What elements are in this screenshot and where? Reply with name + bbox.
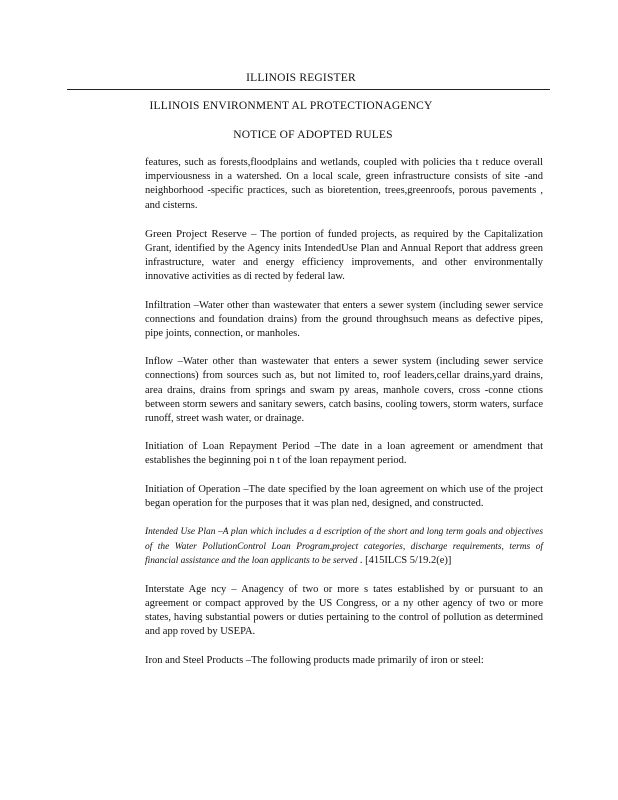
paragraph-iron-steel-products: Iron and Steel Products –The following products made primarily of iron or steel: <box>145 654 484 666</box>
paragraph-infiltration: Infiltration –Water other than wastewater that enters a sewer system (including sewer service connections and foundation drains) from the ground throughsuch means as defective pipes, pipe joints, connection, or manholes. <box>145 299 543 340</box>
header-rule <box>67 89 550 90</box>
defined-term: Green Project Reserve – <box>145 227 257 240</box>
definition-text: The portion of funded projects, as required by the Capitalization Grant, identified by the Agency inits IntendedUse Plan and Annual Report that address green infrastructure, water and energy efficiency improvements, and other environmentally innovative activities as di rected by federal law. <box>145 228 543 283</box>
citation: . [415ILCS 5/19.2(e)] <box>359 555 452 567</box>
italic-definition: Intended Use Plan –A plan which includes a d escription of the short and long term goals and objectives of the Water PollutionControl Loan Program,project categories, discharge requirements, terms of financial assistance and the loan applicants to be served <box>145 527 543 567</box>
paragraph-inflow: Inflow –Water other than wastewater that enters a sewer system (including sewer service connections) from sources such as, but not limited to, roof leaders,cellar drains,yard drains, area drains, drains from springs and swam py areas, manhole covers, cross -conne ctions between storm sewers and sanitary sewers, catch basins, cooling towers, storm waters, surface runoff, street wash water, or drainage. <box>145 356 543 425</box>
paragraph-green-infrastructure-cont: features, such as forests,floodplains and wetlands, coupled with policies tha t reduce overall imperviousness in a watershed. On a local scale, green infrastructure consists of site -and neighborhood -specific practices, such as bioretention, trees,greenroofs, porous pavements , and cisterns. <box>145 157 543 211</box>
paragraph-green-project-reserve <box>145 227 543 285</box>
paragraph-initiation-loan-repayment: Initiation of Loan Repayment Period –The date in a loan agreement or amendment that establishes the beginning poi n t of the loan repayment period. <box>145 441 543 467</box>
paragraph-intended-use-plan <box>145 525 543 569</box>
register-title: ILLINOIS REGISTER <box>246 72 356 84</box>
document-body <box>145 156 543 682</box>
paragraph-interstate-agency: Interstate Age ncy – Anagency of two or more s tates established by or pursuant to an agreement or compact approved by the US Congress, or a ny other agency of two or more states, having substantial powers or duties pertaining to the control of pollution as determined and app roved by USEPA. <box>145 583 543 638</box>
paragraph-initiation-operation: Initiation of Operation –The date specified by the loan agreement on which use of the project began operation for the purposes that it was plan ned, designed, and constructed. <box>145 483 543 509</box>
notice-title: NOTICE OF ADOPTED RULES <box>233 129 393 141</box>
agency-name: ILLINOIS ENVIRONMENT AL PROTECTIONAGENCY <box>149 100 433 112</box>
